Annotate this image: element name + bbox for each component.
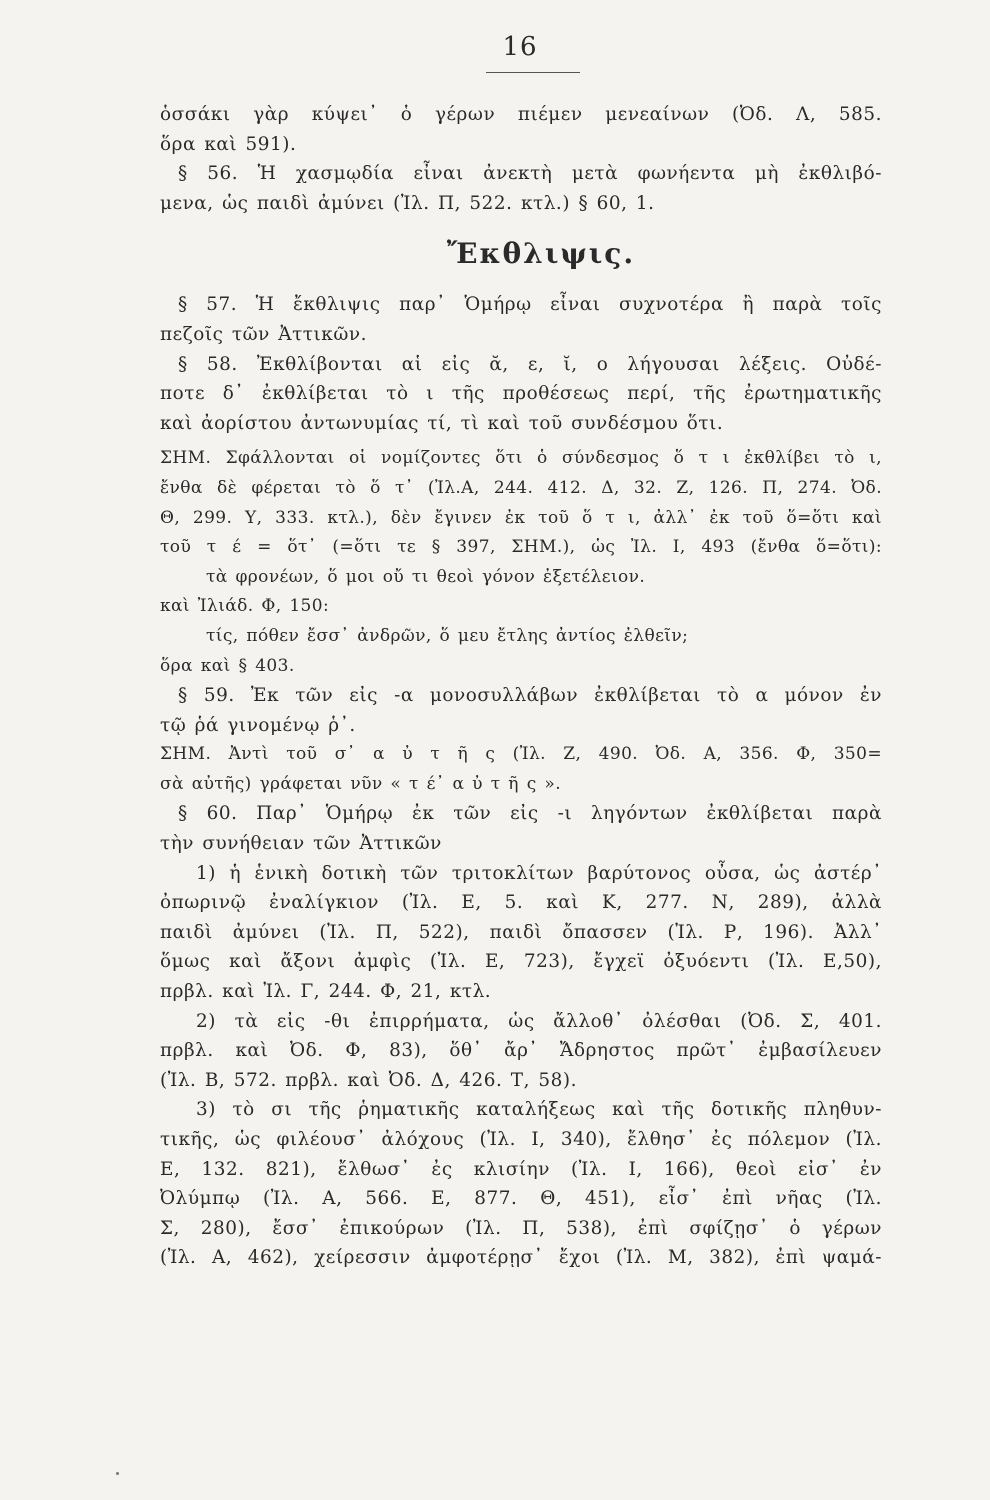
text-line: παιδὶ ἀμύνει (Ἰλ. Π, 522), παιδὶ ὄπασσεν (Ἰλ. Ρ, 196). Ἀλλ᾽	[160, 921, 882, 943]
page-body	[160, 100, 882, 1273]
text-line: § 60. Παρ᾽ Ὁμήρῳ ἐκ τῶν εἰς -ι ληγόντων ἐκθλίβεται παρὰ	[178, 803, 882, 825]
note-line: ΣΗΜ. Ἀντὶ τοῦ σ᾽ α ὐ τ ῆ ς (Ἰλ. Ζ, 490. Ὀδ. Α, 356. Φ, 350=	[160, 744, 882, 765]
list-item-line: 2) τὰ εἰς -θι ἐπιρρήματα, ὡς ἄλλοθ᾽ ὀλέσθαι (Ὀδ. Σ, 401.	[196, 1010, 882, 1032]
text-line: πρβλ. καὶ Ἰλ. Γ, 244. Φ, 21, κτλ.	[160, 981, 492, 1003]
text-line: Ε, 132. 821), ἔλθωσ᾽ ἐς κλισίην (Ἰλ. Ι, 166), θεοὶ εἰσ᾽ ἐν	[160, 1158, 882, 1180]
text-line: τῷ ῥά γινομένῳ ῥ᾽.	[160, 714, 356, 736]
text-line: § 56. Ἡ χασμῳδία εἶναι ἀνεκτὴ μετὰ φωνήεντα μὴ ἐκθλιβό-	[178, 163, 882, 185]
text-line: ὁσσάκι γὰρ κύψει᾽ ὁ γέρων πιέμεν μενεαίνων (Ὀδ. Λ, 585.	[160, 104, 882, 125]
text-line: τὴν συνήθειαν τῶν Ἀττικῶν	[160, 833, 442, 855]
paper-speck	[116, 1472, 119, 1475]
text-line: καὶ ἀορίστου ἀντωνυμίας τί, τὶ καὶ τοῦ συνδέσμου ὅτι.	[160, 412, 724, 434]
text-line: τικῆς, ὡς φιλέουσ᾽ ἀλόχους (Ἰλ. Ι, 340), ἔλθησ᾽ ἐς πόλεμον (Ἰλ.	[160, 1129, 882, 1150]
page-number-rule	[486, 72, 580, 73]
note-line: τοῦ τ έ = ὅτ᾽ (=ὅτι τε § 397, ΣΗΜ.), ὡς Ἰλ. Ι, 493 (ἔνθα ὅ=ὅτι):	[160, 537, 882, 558]
text-line: πεζοῖς τῶν Ἀττικῶν.	[160, 323, 368, 345]
text-line: πρβλ. καὶ Ὀδ. Φ, 83), ὅθ᾽ ἄρ᾽ Ἄδρηστος πρῶτ᾽ ἐμβασίλευεν	[160, 1040, 882, 1062]
list-item-line: 1) ἡ ἑνικὴ δοτικὴ τῶν τριτοκλίτων βαρύτονος οὖσα, ὡς ἀστέρ᾽	[196, 862, 882, 884]
text-line: § 57. Ἡ ἔκθλιψις παρ᾽ Ὁμήρῳ εἶναι συχνοτέρα ἢ παρὰ τοῖς	[178, 294, 882, 316]
note-line: σὰ αὐτῆς) γράφεται νῦν « τ έ᾽ α ὐ τ ῆ ς ».	[160, 773, 562, 794]
text-line: ποτε δ᾽ ἐκθλίβεται τὸ ι τῆς προθέσεως περί, τῆς ἐρωτηματικῆς	[160, 383, 882, 405]
note-line: ΣΗΜ. Σφάλλονται οἱ νομίζοντες ὅτι ὁ σύνδεσμος ὅ τ ι ἐκθλίβει τὸ ι,	[160, 448, 882, 469]
text-line: § 58. Ἐκθλίβονται αἱ εἰς ᾰ, ε, ῐ, ο λήγουσαι λέξεις. Οὐδέ-	[178, 353, 882, 375]
note-line: καὶ Ἰλιάδ. Φ, 150:	[160, 596, 330, 617]
note-line: Θ, 299. Υ, 333. κτλ.), δὲν ἔγινεν ἐκ τοῦ ὅ τ ι, ἀλλ᾽ ἐκ τοῦ ὅ=ὅτι καὶ	[160, 507, 882, 528]
verse-line: τίς, πόθεν ἔσσ᾽ ἀνδρῶν, ὅ μευ ἔτλης ἀντίος ἐλθεῖν;	[206, 625, 689, 646]
text-line: (Ἰλ. Α, 462), χείρεσσιν ἀμφοτέρῃσ᾽ ἔχοι (Ἰλ. Μ, 382), ἐπὶ ψαμά-	[160, 1247, 882, 1269]
note-line: ἔνθα δὲ φέρεται τὸ ὅ τ᾽ (Ἰλ.Α, 244. 412. Δ, 32. Ζ, 126. Π, 274. Ὀδ.	[160, 477, 882, 498]
text-line: ὀπωρινῷ ἐναλίγκιον (Ἰλ. Ε, 5. καὶ Κ, 277. Ν, 289), ἀλλὰ	[160, 892, 882, 914]
text-line: (Ἰλ. Β, 572. πρβλ. καὶ Ὀδ. Δ, 426. Τ, 58).	[160, 1069, 578, 1091]
text-line: § 59. Ἐκ τῶν εἰς -α μονοσυλλάβων ἐκθλίβεται τὸ α μόνον ἐν	[178, 685, 882, 707]
text-line: ὅμως καὶ ἄξονι ἀμφὶς (Ἰλ. Ε, 723), ἔγχεϊ ὀξυόεντι (Ἰλ. Ε,50),	[160, 951, 882, 973]
section-heading: Ἔκθλιψις.	[446, 237, 636, 271]
text-line: Ὀλύμπῳ (Ἰλ. Α, 566. Ε, 877. Θ, 451), εἶσ᾽ ἐπὶ νῆας (Ἰλ.	[160, 1188, 882, 1210]
text-line: ὅρα καὶ 591).	[160, 133, 297, 155]
page-number: 16	[502, 32, 538, 62]
text-line: μενα, ὡς παιδὶ ἀμύνει (Ἰλ. Π, 522. κτλ.) § 60, 1.	[160, 192, 655, 214]
text-line: Σ, 280), ἔσσ᾽ ἐπικούρων (Ἰλ. Π, 538), ἐπὶ σφίζῃσ᾽ ὁ γέρων	[160, 1217, 882, 1239]
note-line: ὅρα καὶ § 403.	[160, 655, 295, 676]
list-item-line: 3) τὸ σι τῆς ῥηματικῆς καταλήξεως καὶ τῆς δοτικῆς πληθυν-	[196, 1099, 882, 1121]
verse-line: τὰ φρονέων, ὅ μοι οὔ τι θεοὶ γόνον ἐξετέλειον.	[206, 566, 646, 587]
